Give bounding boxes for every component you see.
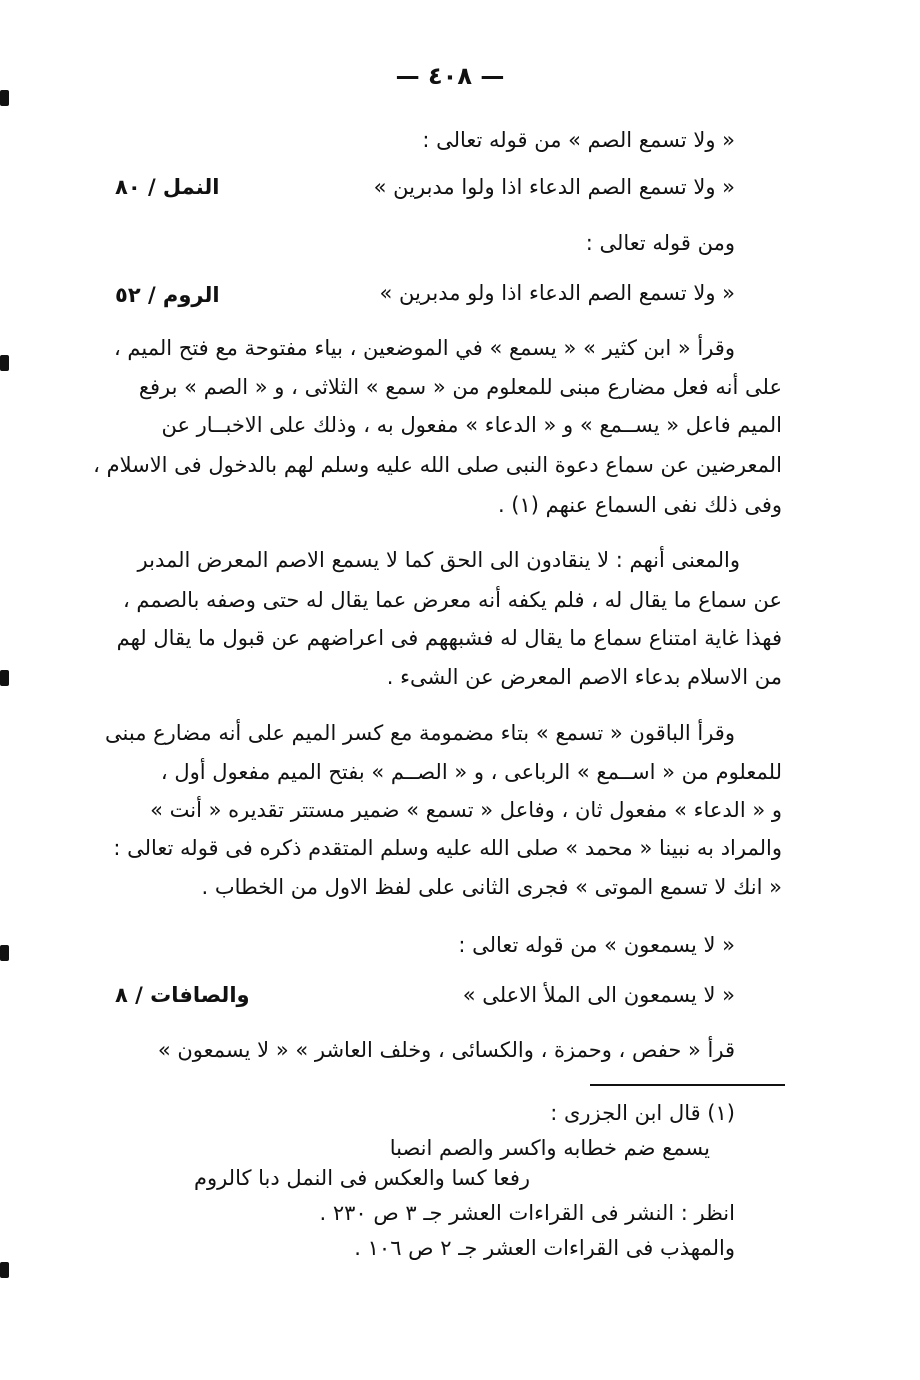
quran-verse: « لا يسمعون الى الملأ الاعلى » — [462, 983, 735, 1007]
scan-edge-mark — [0, 90, 9, 106]
verse-intro: « لا يسمعون » من قوله تعالى : — [458, 933, 735, 957]
paragraph-line: « انك لا تسمع الموتى » فجرى الثانى على لفظ الاول من الخطاب . — [201, 875, 782, 899]
footnote-poem-line: يسمع ضم خطابه واكسر والصم انصبا — [389, 1136, 710, 1160]
footnote-source: والمهذب فى القراءات العشر جـ ٢ ص ١٠٦ . — [354, 1236, 735, 1260]
footnote-poem-line: رفعا كسا والعكس فى النمل دبا كالروم — [193, 1166, 530, 1190]
quran-verse: « ولا تسمع الصم الدعاء اذا ولو مدبرين » — [379, 281, 735, 305]
footnote-line: (١) قال ابن الجزرى : — [550, 1101, 735, 1125]
verse-reference: الروم / ٥٢ — [115, 283, 220, 307]
quran-verse: « ولا تسمع الصم الدعاء اذا ولوا مدبرين » — [373, 175, 735, 199]
paragraph-line: عن سماع ما يقال له ، فلم يكفه أنه معرض عما يقال له حتى وصفه بالصمم ، — [122, 588, 782, 612]
footnote-source: انظر : النشر فى القراءات العشر جـ ٣ ص ٢٣٠ . — [319, 1201, 735, 1225]
paragraph-line: وقرأ « ابن كثير » « يسمع » في الموضعين ، بياء مفتوحة مع فتح الميم ، — [113, 336, 735, 360]
paragraph-line: للمعلوم من « اســمع » الرباعى ، و « الصــم » بفتح الميم مفعول أول ، — [160, 760, 782, 784]
paragraph-line: وقرأ الباقون « تسمع » بتاء مضمومة مع كسر الميم على أنه مضارع مبنى — [105, 721, 735, 745]
reading-line: قرأ « حفص ، وحمزة ، والكسائى ، وخلف العاشر » « لا يسمعون » — [157, 1038, 735, 1062]
page-number: — ٤٠٨ — — [395, 62, 505, 90]
paragraph-line: والمراد به نبينا « محمد » صلى الله عليه وسلم المتقدم ذكره فى قوله تعالى : — [113, 836, 782, 860]
paragraph-line: و « الدعاء » مفعول ثان ، وفاعل « تسمع » ضمير مستتر تقديره « أنت » — [150, 798, 782, 822]
paragraph-line: المعرضين عن سماع دعوة النبى صلى الله عليه وسلم لهم بالدخول فى الاسلام ، — [93, 453, 782, 477]
paragraph-line: الميم فاعل « يســمع » و « الدعاء » مفعول به ، وذلك على الاخبــار عن — [161, 413, 782, 437]
verse-reference: والصافات / ٨ — [115, 983, 250, 1007]
paragraph-line: وفى ذلك نفى السماع عنهم (١) . — [497, 493, 782, 517]
scan-edge-mark — [0, 670, 9, 686]
paragraph-line: فهذا غاية امتناع سماع ما يقال له فشبههم فى اعراضهم عن قبول ما يقال لهم — [116, 626, 782, 650]
paragraph-line: من الاسلام بدعاء الاصم المعرض عن الشىء . — [386, 665, 782, 689]
paragraph-line: والمعنى أنهم : لا ينقادون الى الحق كما لا يسمع الاصم المعرض المدبر — [137, 548, 740, 572]
scan-edge-mark — [0, 355, 9, 371]
verse-intro: ومن قوله تعالى : — [585, 231, 735, 255]
paragraph-line: على أنه فعل مضارع مبنى للمعلوم من « سمع » الثلاثى ، و « الصم » برفع — [138, 375, 782, 399]
scan-edge-mark — [0, 1262, 9, 1278]
footnote-separator — [590, 1084, 785, 1086]
verse-reference: النمل / ٨٠ — [115, 175, 220, 199]
verse-intro: « ولا تسمع الصم » من قوله تعالى : — [422, 128, 735, 152]
scan-edge-mark — [0, 945, 9, 961]
